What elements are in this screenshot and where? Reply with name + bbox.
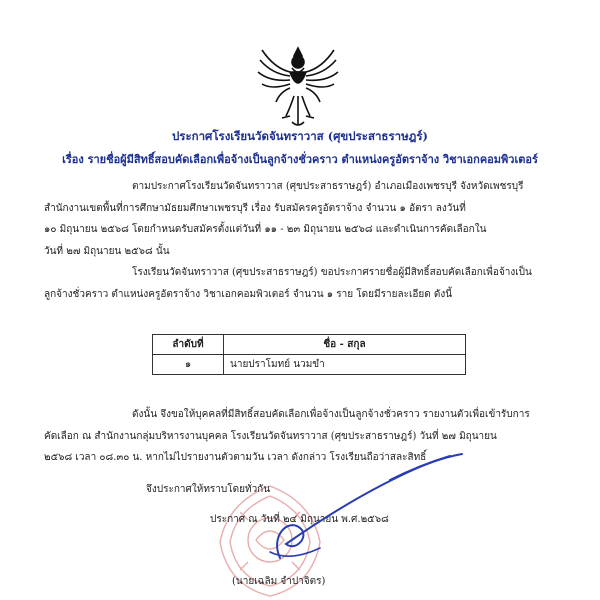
announcement-title: ประกาศโรงเรียนวัดจันทราวาส (ศุขประสาธราษฎร์)	[171, 129, 429, 143]
paragraph-line: ดังนั้น จึงขอให้บุคคลที่มีสิทธิ์สอบคัดเลือกเพื่อจ้างเป็นลูกจ้างชั่วคราว รายงานตัวเพื่อเข้ารับการ	[132, 409, 530, 420]
paragraph-line: สำนักงานเขตพื้นที่การศึกษามัธยมศึกษาเพชรบุรี เรื่อง รับสมัครครูอัตราจ้าง จำนวน ๑ อัตรา ลงวันที่	[44, 202, 466, 214]
paragraph-line: โรงเรียนวัดจันทราวาส (ศุขประสาธราษฎร์) ขอประกาศรายชื่อผู้มีสิทธิ์สอบคัดเลือกเพื่อจ้างเป็น	[132, 267, 532, 278]
column-header-order: ลำดับที่	[153, 335, 224, 355]
paragraph-line: ลูกจ้างชั่วคราว ตำแหน่งครูอัตราจ้าง วิชาเอกคอมพิวเตอร์ จำนวน ๑ ราย โดยมีรายละเอียด ดังนี้	[44, 288, 453, 300]
paragraph-line: วันที่ ๒๗ มิถุนายน ๒๕๖๘ นั้น	[44, 245, 170, 257]
signature-icon	[240, 440, 470, 570]
paragraph-line: ๒๕๖๘ เวลา ๐๘.๓๐ น. หากไม่ไปรายงานตัวตามวัน เวลา ดังกล่าว โรงเรียนถือว่าสละสิทธิ์	[44, 452, 427, 463]
announcement-subject: เรื่อง รายชื่อผู้มีสิทธิ์สอบคัดเลือกเพื่อจ้างเป็นลูกจ้างชั่วคราว ตำแหน่งครูอัตราจ้าง วิชาเอกคอมพิวเตอร์	[62, 153, 538, 166]
table-row	[153, 355, 466, 375]
candidate-table	[152, 334, 466, 375]
table-cell-order: ๑	[153, 355, 224, 375]
paragraph-announcement	[44, 262, 532, 305]
table-cell-name: นายปราโมทย์ นวมขำ	[224, 355, 466, 375]
announcement-date: ประกาศ ณ วันที่ ๒๔ มิถุนายน พ.ศ.๒๕๖๘	[210, 514, 389, 525]
paragraph-line: ตามประกาศโรงเรียนวัดจันทราวาส (ศุขประสาธราษฎร์) อำเภอเมืองเพชรบุรี จังหวัดเพชรบุรี	[132, 181, 524, 192]
closing-statement: จึงประกาศให้ทราบโดยทั่วกัน	[146, 484, 271, 495]
column-header-name: ชื่อ - สกุล	[224, 335, 466, 355]
paragraph-line: ๑๐ มิถุนายน ๒๕๖๘ โดยกำหนดรับสมัครตั้งแต่วันที่ ๑๑ - ๒๓ มิถุนายน ๒๕๖๘ และดำเนินการคัดเลือกใน	[44, 224, 487, 235]
table-header-row	[153, 335, 466, 355]
garuda-emblem-icon	[256, 42, 340, 128]
paragraph-line: คัดเลือก ณ สำนักงานกลุ่มบริหารงานบุคคล โรงเรียนวัดจันทราวาส (ศุขประสาธราษฎร์) วันที่ ๒๗ มิถุนายน	[44, 430, 497, 442]
paragraph-background	[44, 176, 578, 262]
signer-name: (นายเฉลิม จำปาจิตร)	[232, 576, 326, 587]
